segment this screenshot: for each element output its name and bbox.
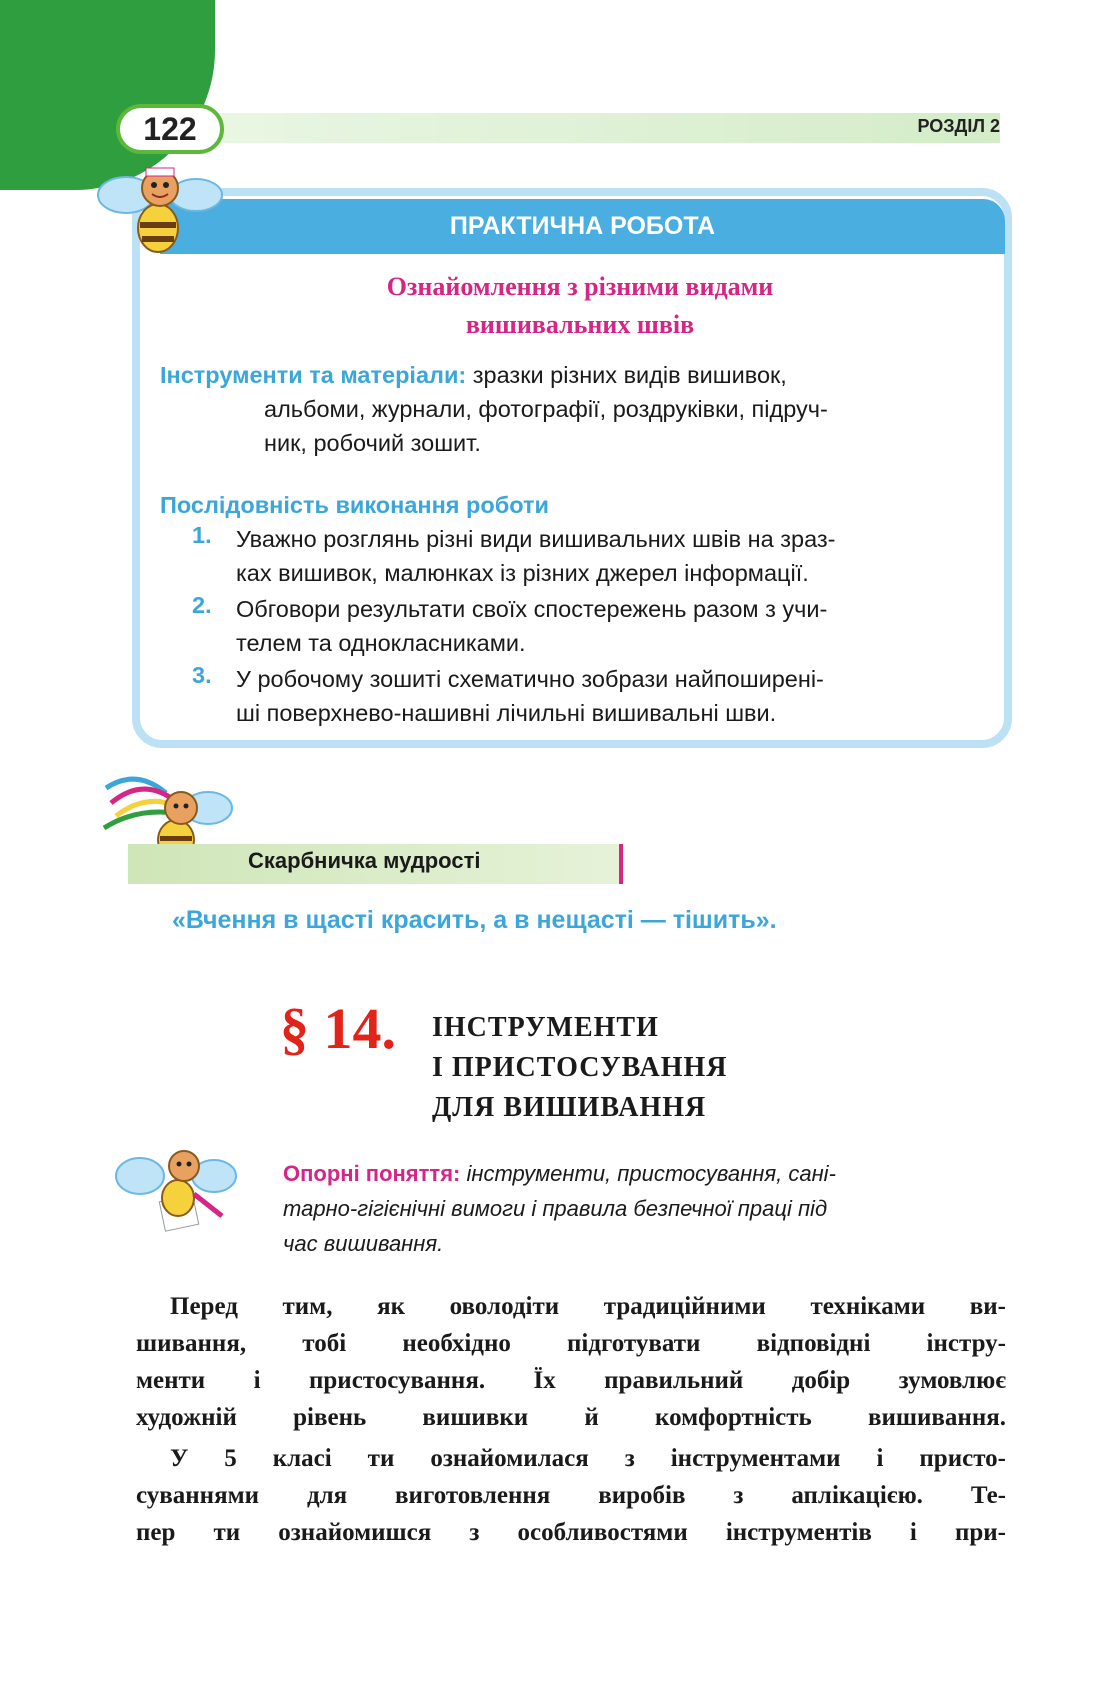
step-2-line2: телем та однокласниками. [236,630,526,656]
paragraph-title [432,1008,728,1128]
step-2-line1: Обговори результати своїх спостережень разом з учи- [236,596,828,622]
step-3-line2: ші поверхнево-нашивні лічильні вишивальні шви. [236,700,777,726]
step-3-line1: У робочому зошиті схематично зобрази найпоширені- [236,666,824,692]
sequence-label: Послідовність виконання роботи [160,492,550,518]
practical-subtitle [200,268,960,344]
key-line2: тарно-гігієнічні вимоги і правила безпечної праці під [283,1196,828,1221]
header-band [215,113,1000,143]
tools-line2: альбоми, журнали, фотографії, роздруківки, підруч- [264,396,828,422]
tools-label: Інструменти та матеріали: [160,362,467,388]
p1-line: менти і пристосування. Їх правильний добір зумовлює [136,1367,1006,1394]
title-line2: І ПРИСТОСУВАННЯ [432,1052,728,1083]
step-3-number: 3. [192,662,212,688]
key-concepts-label: Опорні поняття: [283,1161,461,1186]
body-paragraph-2 [136,1440,1006,1551]
practical-work-title: ПРАКТИЧНА РОБОТА [160,199,1005,254]
step-2-number: 2. [192,592,212,618]
tools-text1: зразки різних видів вишивок, [472,362,787,388]
title-line3: ДЛЯ ВИШИВАННЯ [432,1092,707,1123]
tools-line3: ник, робочий зошит. [264,430,481,456]
step-1-number: 1. [192,522,212,548]
p1-line: Перед тим, як оволодіти традиційними техніками ви- [170,1293,1006,1320]
key-concepts [283,1156,1003,1261]
p1-line: художній рівень вишивки й комфортність вишивання. [136,1404,1006,1431]
page-number: 122 [116,104,224,154]
step-1-line1: Уважно розглянь різні види вишивальних швів на зраз- [236,526,836,552]
paragraph-number: § 14. [280,996,396,1061]
subtitle-line1: Ознайомлення з різними видами [386,272,774,301]
p1-line: шивання, тобі необхідно підготувати відповідні інстру- [136,1330,1006,1357]
section-label: РОЗДІЛ 2 [917,116,1000,136]
wisdom-quote: «Вчення в щасті красить, а в нещасті — тішить». [172,906,777,934]
p2-line: суваннями для виготовлення виробів з аплікацією. Те- [136,1482,1006,1509]
wisdom-label: Скарбничка мудрості [248,848,481,873]
bee-seamstress-icon [96,160,226,260]
body-paragraph-1 [136,1288,1006,1436]
title-line1: ІНСТРУМЕНТИ [432,1012,659,1043]
step-1-line2: ках вишивок, малюнках із різних джерел інформації. [236,560,809,586]
key-line3: час вишивання. [283,1231,444,1256]
p2-line: У 5 класі ти ознайомилася з інструментами і присто- [170,1445,1006,1472]
subtitle-line2: вишивальних швів [465,310,695,339]
bee-writer-icon [112,1136,242,1236]
p2-line: пер ти ознайомишся з особливостями інструментів і при- [136,1519,1006,1546]
key-line1: інструменти, пристосування, сані- [466,1161,836,1186]
tools-line1 [160,358,787,392]
